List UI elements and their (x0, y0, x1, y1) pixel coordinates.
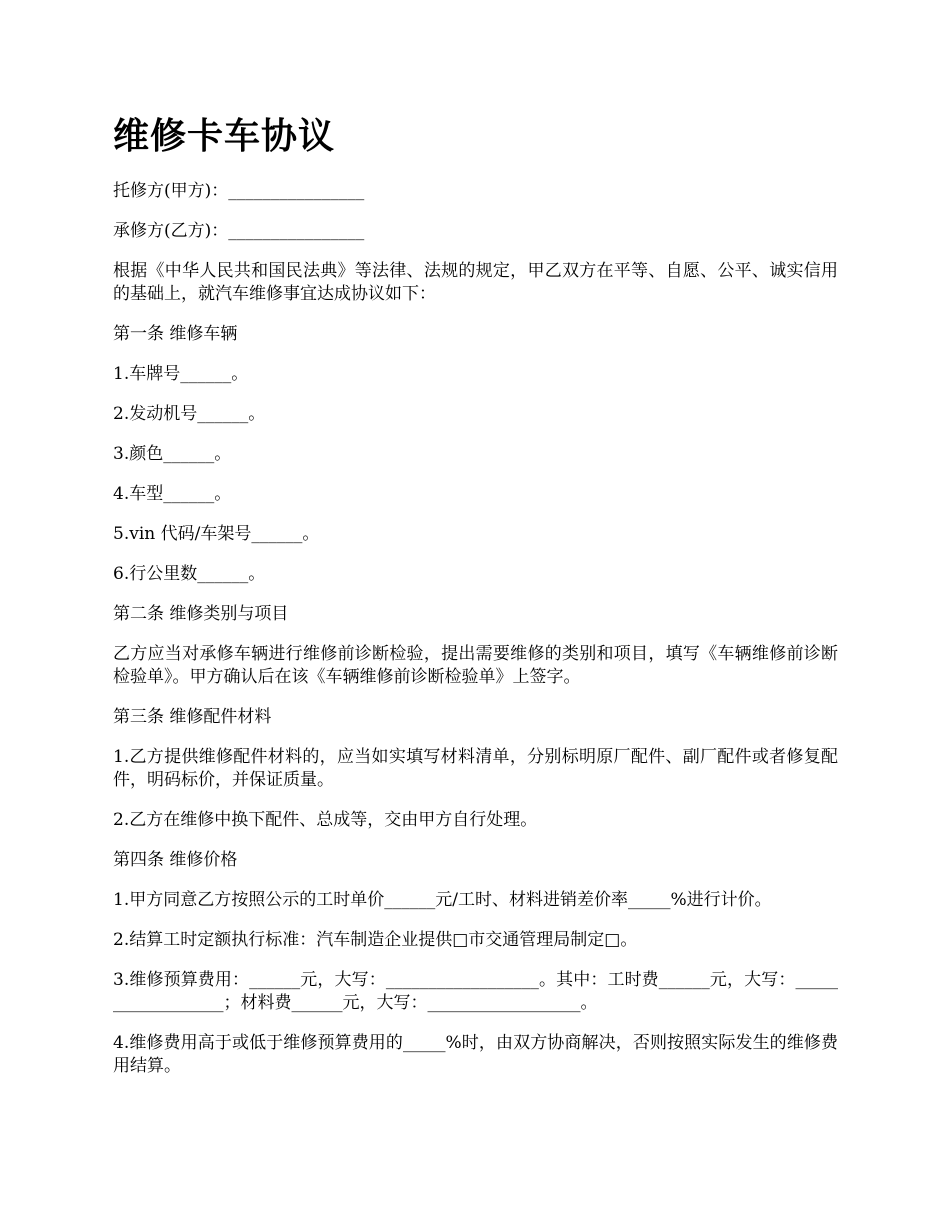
article-3-item-2: 2.乙方在维修中换下配件、总成等，交由甲方自行处理。 (113, 810, 538, 830)
article-1-item-5: 5.vin 代码/车架号______。 (113, 524, 320, 544)
article-1-item-6: 6.行公里数______。 (113, 564, 266, 584)
article-2-body: 乙方应当对承修车辆进行维修前诊断检验，提出需要维修的类别和项目，填写《车辆维修前诊断检验单》。甲方确认后在该《车辆维修前诊断检验单》上签字。 (113, 644, 838, 687)
article-3-item-1: 1.乙方提供维修配件材料的，应当如实填写材料清单，分别标明原厂配件、副厂配件或者修复配件，明码标价，并保证质量。 (113, 747, 838, 790)
article-4-item-1: 1.甲方同意乙方按照公示的工时单价______元/工时、材料进销差价率_____%进行计价。 (113, 890, 772, 910)
party-a-line: 托修方(甲方)：________________ (113, 181, 365, 201)
document-title: 维修卡车协议 (113, 115, 336, 157)
article-1-item-2: 2.发动机号______。 (113, 404, 266, 424)
article-3-heading: 第三条 维修配件材料 (113, 707, 272, 727)
article-1-item-3: 3.颜色______。 (113, 444, 232, 464)
article-4-item-2: 2.结算工时定额执行标准：汽车制造企业提供□市交通管理局制定□。 (113, 930, 638, 950)
article-1-heading: 第一条 维修车辆 (113, 324, 238, 344)
article-4-item-4: 4.维修费用高于或低于维修预算费用的_____%时，由双方协商解决，否则按照实际发生的维修费用结算。 (113, 1033, 838, 1076)
article-4-item-3: 3.维修预算费用：______元，大写：__________________。其中：工时费______元，大写：__________________；材料费______元，大写：__________________。 (113, 970, 838, 1013)
article-2-heading: 第二条 维修类别与项目 (113, 604, 289, 624)
preamble: 根据《中华人民共和国民法典》等法律、法规的规定，甲乙双方在平等、自愿、公平、诚实信用的基础上，就汽车维修事宜达成协议如下： (113, 261, 838, 304)
article-1-item-1: 1.车牌号______。 (113, 364, 249, 384)
article-4-heading: 第四条 维修价格 (113, 850, 238, 870)
article-1-item-4: 4.车型______。 (113, 484, 232, 504)
party-b-line: 承修方(乙方)：________________ (113, 221, 365, 241)
